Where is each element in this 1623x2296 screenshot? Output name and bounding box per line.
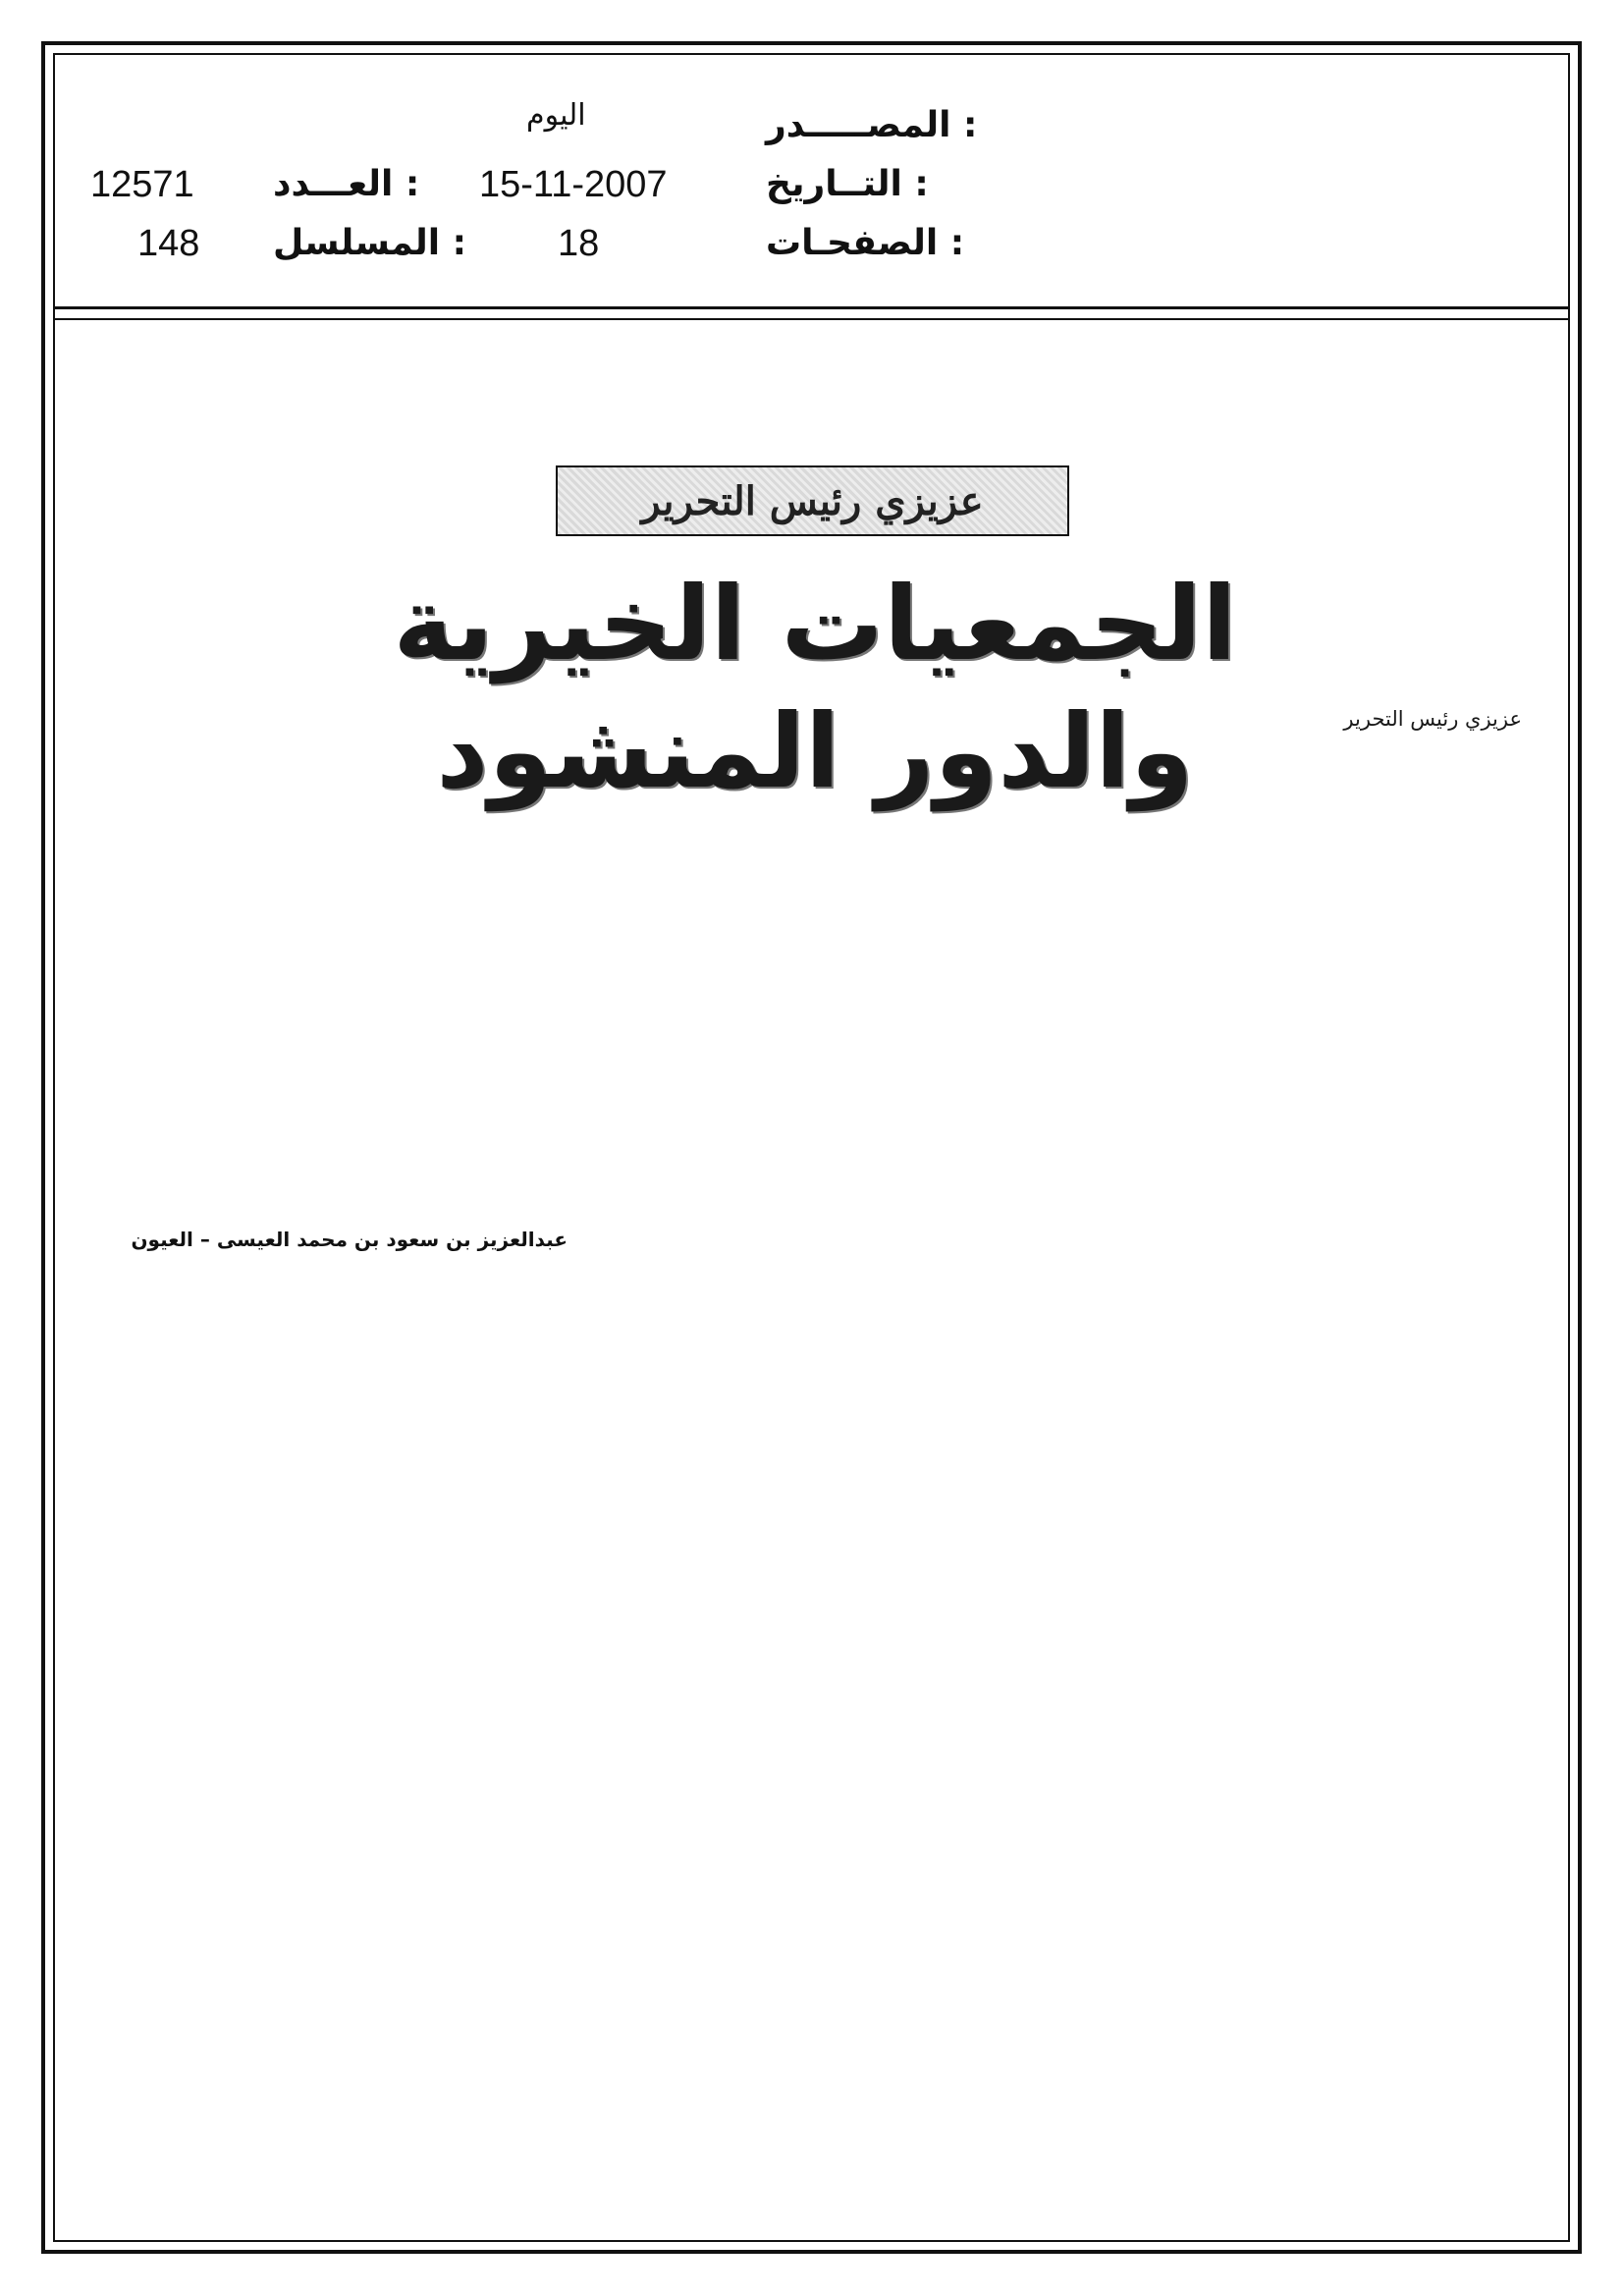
article-headline: الجمعيات الخيرية والدور المنشود [393,564,1237,811]
article-salutation: عزيزي رئيس التحرير [1343,707,1522,731]
author-signature: عبدالعزيز بن سعود بن محمد العيسى – العيون [131,1228,568,1251]
column-kicker: عزيزي رئيس التحرير [641,477,984,524]
article-column-middle [597,705,1041,713]
serial-value: 148 [137,223,200,264]
page-border-inner [53,53,1570,2242]
header-divider-thin [53,318,1570,320]
date-label: التــاريخ : [766,164,929,204]
column-kicker-box [556,465,1069,536]
article-column-right [1070,705,1522,742]
pages-value: 18 [558,223,600,264]
issue-label: العـــدد : [273,164,420,204]
issue-value: 12571 [90,164,194,205]
header-divider [53,306,1570,309]
source-value: اليوم [526,98,586,133]
article-column-left [116,705,568,713]
serial-label: المسلسل : [273,223,467,263]
pages-label: الصفحـات : [766,223,965,263]
date-value: 15-11-2007 [479,164,668,205]
source-label: المصـــــدر : [766,105,978,145]
